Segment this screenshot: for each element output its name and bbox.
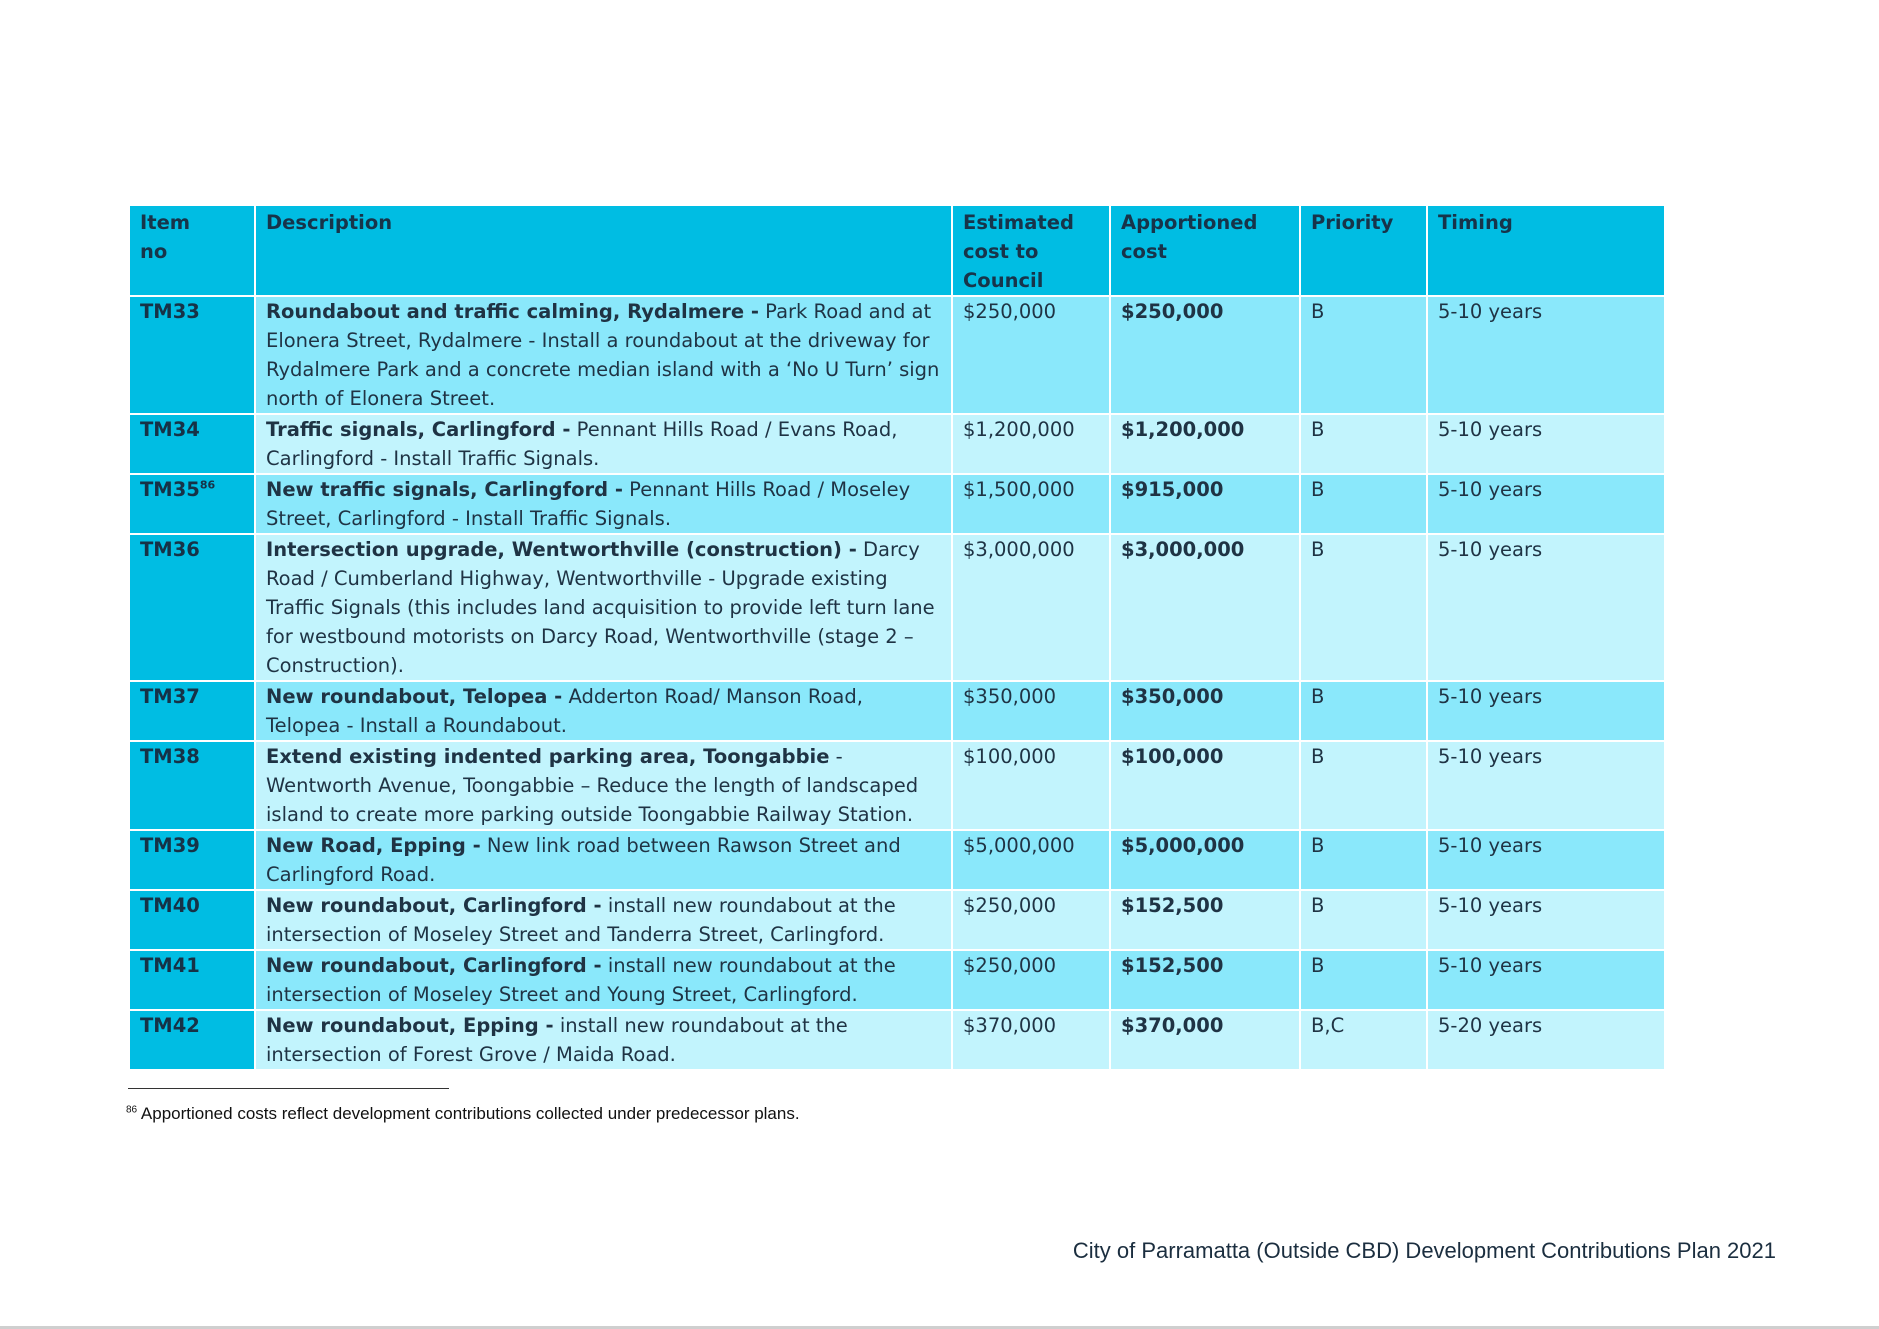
item-number: TM40 xyxy=(129,890,255,950)
item-number: TM42 xyxy=(129,1010,255,1070)
priority: B xyxy=(1300,414,1427,474)
description-text: Pennant Hills Road / Evans Road, Carlingford - Install Traffic Signals. xyxy=(266,418,898,470)
header-estimated-line: Estimated xyxy=(963,211,1074,234)
description-title: Traffic signals, Carlingford - xyxy=(266,418,571,441)
priority: B,C xyxy=(1300,1010,1427,1070)
item-number-text: TM35 xyxy=(140,478,200,501)
priority: B xyxy=(1300,534,1427,681)
description-title: New traffic signals, Carlingford - xyxy=(266,478,623,501)
description-title: Extend existing indented parking area, Toongabbie xyxy=(266,745,830,768)
description-text: Park Road and at Elonera Street, Rydalmere - Install a roundabout at the driveway for Rydalmere Park and a concrete median island with a ‘No U Turn’ sign north of Elonera Street. xyxy=(266,300,940,410)
footnote-number: 86 xyxy=(126,1104,138,1116)
description-title: New roundabout, Telopea - xyxy=(266,685,563,708)
table-row xyxy=(129,741,1665,830)
works-schedule-table xyxy=(128,204,1666,1071)
estimated-cost: $250,000 xyxy=(952,950,1110,1010)
item-description xyxy=(255,534,952,681)
item-description xyxy=(255,296,952,414)
apportioned-cost: $1,200,000 xyxy=(1110,414,1300,474)
footnote-reference[interactable]: 86 xyxy=(199,478,216,492)
estimated-cost: $370,000 xyxy=(952,1010,1110,1070)
item-number: TM36 xyxy=(129,534,255,681)
apportioned-cost: $370,000 xyxy=(1110,1010,1300,1070)
priority: B xyxy=(1300,830,1427,890)
apportioned-cost: $5,000,000 xyxy=(1110,830,1300,890)
estimated-cost: $100,000 xyxy=(952,741,1110,830)
timing: 5-10 years xyxy=(1427,830,1665,890)
header-apportioned-line: Apportioned xyxy=(1121,211,1258,234)
item-description xyxy=(255,830,952,890)
header-timing: Timing xyxy=(1427,205,1665,296)
item-number: TM39 xyxy=(129,830,255,890)
table-row xyxy=(129,890,1665,950)
apportioned-cost: $350,000 xyxy=(1110,681,1300,741)
description-text: Darcy Road / Cumberland Highway, Wentworthville - Upgrade existing Traffic Signals (this includes land acquisition to provide left turn lane for westbound motorists on Darcy Road, Wentworthville (stage 2 – Construction). xyxy=(266,538,935,677)
item-description xyxy=(255,890,952,950)
description-title: Intersection upgrade, Wentworthville (construction) - xyxy=(266,538,857,561)
description-text: - Wentworth Avenue, Toongabbie – Reduce the length of landscaped island to create more parking outside Toongabbie Railway Station. xyxy=(266,745,919,826)
item-number: TM37 xyxy=(129,681,255,741)
priority: B xyxy=(1300,474,1427,534)
estimated-cost: $250,000 xyxy=(952,890,1110,950)
page-footer-title: City of Parramatta (Outside CBD) Development Contributions Plan 2021 xyxy=(1072,1238,1776,1263)
estimated-cost: $250,000 xyxy=(952,296,1110,414)
apportioned-cost: $3,000,000 xyxy=(1110,534,1300,681)
table-row xyxy=(129,1010,1665,1070)
estimated-cost: $3,000,000 xyxy=(952,534,1110,681)
description-title: New roundabout, Carlingford - xyxy=(266,954,602,977)
table-header-row xyxy=(129,205,1665,296)
item-number xyxy=(129,474,255,534)
header-estimated-line: Council xyxy=(963,269,1044,292)
description-text: Adderton Road/ Manson Road, Telopea - Install a Roundabout. xyxy=(266,685,863,737)
item-number: TM34 xyxy=(129,414,255,474)
description-text: install new roundabout at the intersection of Moseley Street and Young Street, Carlingford. xyxy=(266,954,896,1006)
item-description xyxy=(255,1010,952,1070)
timing: 5-10 years xyxy=(1427,890,1665,950)
timing: 5-10 years xyxy=(1427,474,1665,534)
apportioned-cost: $152,500 xyxy=(1110,950,1300,1010)
estimated-cost: $350,000 xyxy=(952,681,1110,741)
table-row xyxy=(129,830,1665,890)
priority: B xyxy=(1300,681,1427,741)
priority: B xyxy=(1300,296,1427,414)
description-text: New link road between Rawson Street and Carlingford Road. xyxy=(266,834,901,886)
priority: B xyxy=(1300,950,1427,1010)
apportioned-cost: $152,500 xyxy=(1110,890,1300,950)
item-number: TM33 xyxy=(129,296,255,414)
timing: 5-20 years xyxy=(1427,1010,1665,1070)
description-title: New roundabout, Epping - xyxy=(266,1014,554,1037)
table-row xyxy=(129,296,1665,414)
footnote-text: Apportioned costs reflect development contributions collected under predecessor plans. xyxy=(137,1104,800,1123)
header-item-line: Item xyxy=(140,211,191,234)
table-row xyxy=(129,950,1665,1010)
estimated-cost: $1,200,000 xyxy=(952,414,1110,474)
timing: 5-10 years xyxy=(1427,414,1665,474)
timing: 5-10 years xyxy=(1427,741,1665,830)
apportioned-cost: $250,000 xyxy=(1110,296,1300,414)
item-description xyxy=(255,950,952,1010)
header-item-no xyxy=(129,205,255,296)
apportioned-cost: $100,000 xyxy=(1110,741,1300,830)
description-text: install new roundabout at the intersection of Moseley Street and Tanderra Street, Carlingford. xyxy=(266,894,896,946)
table-row xyxy=(129,414,1665,474)
header-estimated-cost xyxy=(952,205,1110,296)
item-number: TM41 xyxy=(129,950,255,1010)
description-title: Roundabout and traffic calming, Rydalmere - xyxy=(266,300,759,323)
footnote-divider xyxy=(128,1088,449,1089)
item-description xyxy=(255,414,952,474)
table-row xyxy=(129,534,1665,681)
header-estimated-line: cost to xyxy=(963,240,1039,263)
footnote xyxy=(126,1104,800,1124)
table-row xyxy=(129,681,1665,741)
priority: B xyxy=(1300,890,1427,950)
description-title: New Road, Epping - xyxy=(266,834,481,857)
header-item-line: no xyxy=(140,240,168,263)
timing: 5-10 years xyxy=(1427,681,1665,741)
item-description xyxy=(255,681,952,741)
table-row xyxy=(129,474,1665,534)
priority: B xyxy=(1300,741,1427,830)
header-apportioned-line: cost xyxy=(1121,240,1167,263)
item-number: TM38 xyxy=(129,741,255,830)
description-text: Pennant Hills Road / Moseley Street, Carlingford - Install Traffic Signals. xyxy=(266,478,911,530)
header-priority: Priority xyxy=(1300,205,1427,296)
timing: 5-10 years xyxy=(1427,534,1665,681)
timing: 5-10 years xyxy=(1427,296,1665,414)
item-description xyxy=(255,474,952,534)
description-text: install new roundabout at the intersection of Forest Grove / Maida Road. xyxy=(266,1014,848,1066)
apportioned-cost: $915,000 xyxy=(1110,474,1300,534)
description-title: New roundabout, Carlingford - xyxy=(266,894,602,917)
estimated-cost: $1,500,000 xyxy=(952,474,1110,534)
timing: 5-10 years xyxy=(1427,950,1665,1010)
header-description: Description xyxy=(255,205,952,296)
header-apportioned-cost xyxy=(1110,205,1300,296)
estimated-cost: $5,000,000 xyxy=(952,830,1110,890)
item-description xyxy=(255,741,952,830)
